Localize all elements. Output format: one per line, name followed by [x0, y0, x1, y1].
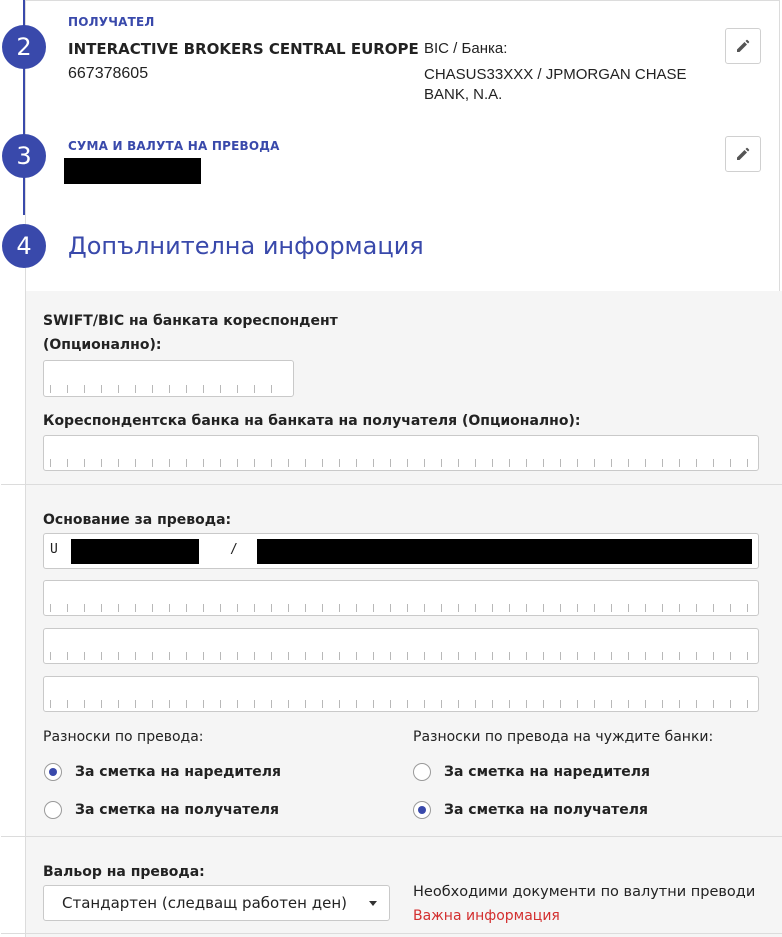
value-date-select[interactable]	[43, 885, 390, 921]
corr-bank-input[interactable]	[43, 435, 759, 471]
step-2-badge: 2	[2, 25, 46, 69]
additional-card	[25, 200, 780, 292]
bic-value: CHASUS33XXX / JPMORGAN CHASE BANK, N.A.	[424, 66, 687, 103]
amount-section-label: СУМА И ВАЛУТА НА ПРЕВОДА	[68, 139, 280, 153]
divider	[1, 836, 782, 837]
reason-label: Основание за превода:	[43, 512, 232, 528]
additional-title: Допълнителна информация	[68, 232, 424, 260]
edit-amount-button[interactable]	[725, 136, 761, 172]
docs-text: Необходими документи по валутни преводи	[413, 884, 756, 900]
foreign-fees-option-recipient[interactable]: За сметка на получателя	[444, 802, 649, 818]
step-4-badge: 4	[2, 224, 46, 268]
reason-redacted-2	[257, 539, 752, 564]
recipient-section-label: ПОЛУЧАТЕЛ	[68, 15, 155, 29]
recipient-name: INTERACTIVE BROKERS CENTRAL EUROPE	[68, 40, 419, 58]
foreign-fees-radio-recipient[interactable]	[413, 801, 431, 819]
reason-input-2[interactable]	[43, 580, 759, 616]
caret-down-icon	[369, 901, 377, 906]
value-date-selected: Стандартен (следващ работен ден)	[62, 894, 347, 912]
reason-input-1[interactable]	[43, 533, 759, 569]
swift-input[interactable]	[43, 360, 294, 397]
reason-separator: /	[230, 542, 238, 557]
divider	[1, 484, 782, 485]
amount-redacted	[64, 158, 201, 184]
fees-radio-sender[interactable]	[44, 763, 62, 781]
edit-recipient-button[interactable]	[725, 28, 761, 64]
swift-label: SWIFT/BIC на банката кореспондент	[43, 313, 338, 329]
reason-redacted-1	[71, 539, 199, 564]
fees-option-sender[interactable]: За сметка на наредителя	[75, 764, 282, 780]
fees-label: Разноски по превода:	[43, 729, 204, 745]
swift-optional-label: (Опционално):	[43, 337, 162, 353]
recipient-card	[25, 0, 780, 114]
reason-prefix: U	[50, 542, 58, 557]
bic-label: BIC / Банка:	[424, 40, 508, 57]
foreign-fees-label: Разноски по превода на чуждите банки:	[413, 729, 714, 745]
reason-input-3[interactable]	[43, 628, 759, 664]
amount-card	[25, 112, 780, 201]
fees-radio-recipient[interactable]	[44, 801, 62, 819]
foreign-fees-option-sender[interactable]: За сметка на наредителя	[444, 764, 651, 780]
fees-option-recipient[interactable]: За сметка на получателя	[75, 802, 280, 818]
pencil-icon	[735, 38, 751, 54]
recipient-account: 667378605	[68, 65, 149, 82]
value-date-label: Вальор на превода:	[43, 864, 205, 880]
additional-form	[25, 291, 782, 937]
reason-input-4[interactable]	[43, 676, 759, 712]
foreign-fees-radio-sender[interactable]	[413, 763, 431, 781]
docs-link[interactable]: Важна информация	[413, 908, 560, 924]
step-3-badge: 3	[2, 134, 46, 178]
pencil-icon	[735, 146, 751, 162]
divider	[1, 933, 782, 934]
corr-bank-label: Кореспондентска банка на банката на получателя (Опционално):	[43, 413, 581, 429]
